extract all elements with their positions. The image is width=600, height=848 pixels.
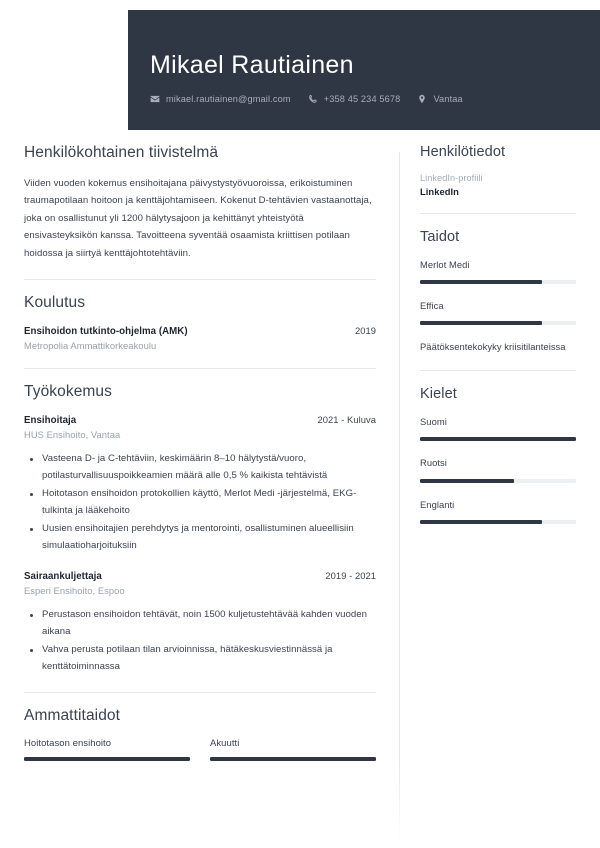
entry-bullet-list <box>24 451 376 554</box>
entry-date: 2019 <box>354 325 376 337</box>
language-bar-track <box>420 479 576 483</box>
section-title-skills: Taidot <box>420 229 460 245</box>
language-item <box>420 498 576 524</box>
entry-header <box>24 570 376 582</box>
skill-item <box>420 299 576 325</box>
section-skills <box>420 229 576 354</box>
proskill-item <box>24 738 190 761</box>
entry-bullet-list <box>24 607 376 675</box>
proskill-bar-track <box>210 757 376 761</box>
divider <box>24 279 376 280</box>
contact-phone[interactable] <box>308 94 401 104</box>
list-item: Hoitotason ensihoidon protokollien käyttö, Merlot Medi -järjestelmä, EKG-tulkinta ja lääkehoito <box>24 486 376 519</box>
section-title-education: Koulutus <box>24 294 86 312</box>
entry-subtitle: Metropolia Ammattikorkeakoulu <box>24 340 157 352</box>
entry-subtitle: HUS Ensihoito, Vantaa <box>24 429 121 441</box>
list-item: Uusien ensihoitajien perehdytys ja mentorointi, osallistuminen alueellisiin simulaatioharjoituksiin <box>24 521 376 554</box>
experience-entry <box>24 414 376 554</box>
skill-item <box>420 258 576 284</box>
entry-header <box>24 414 376 426</box>
envelope-icon <box>150 94 160 104</box>
skill-label: Merlot Medi <box>420 259 470 270</box>
list-item: Perustason ensihoidon tehtävät, noin 1500 kuljetustehtävää kahden vuoden aikana <box>24 607 376 640</box>
main-column <box>24 144 376 761</box>
skill-item <box>420 340 576 354</box>
contact-location-text: Vantaa <box>433 93 463 104</box>
skill-label: Effica <box>420 300 444 312</box>
proskill-item <box>210 738 376 761</box>
detail-item <box>420 173 576 197</box>
language-item <box>420 415 576 441</box>
skill-bar-fill <box>420 280 542 284</box>
section-title-languages: Kielet <box>420 386 457 403</box>
divider <box>24 692 376 693</box>
resume-header <box>128 10 600 130</box>
entry-title: Ensihoitaja <box>24 415 77 427</box>
detail-label: LinkedIn-profiili <box>420 173 483 183</box>
section-experience <box>24 383 376 675</box>
divider <box>420 370 576 371</box>
language-item <box>420 456 576 482</box>
education-entry <box>24 325 376 351</box>
section-title-summary: Henkilökohtainen tiivistelmä <box>24 144 219 161</box>
contact-phone-text: +358 45 234 5678 <box>323 93 401 104</box>
section-languages <box>420 386 576 523</box>
proskill-bar-track <box>24 757 190 761</box>
language-bar-fill <box>420 479 514 483</box>
section-professional-skills <box>24 707 376 761</box>
phone-icon <box>308 94 318 104</box>
detail-value[interactable]: LinkedIn <box>420 186 459 197</box>
contact-location[interactable] <box>417 94 462 104</box>
page-title: Mikael Rautiainen <box>150 51 354 79</box>
entry-date: 2019 - 2021 <box>325 570 376 582</box>
language-label: Suomi <box>420 416 447 428</box>
spacer <box>24 556 376 570</box>
skill-bar-track <box>420 280 576 284</box>
proskill-grid <box>24 738 376 761</box>
proskill-bar-fill <box>210 757 376 761</box>
divider <box>420 213 576 214</box>
section-title-experience: Työkokemus <box>24 383 113 401</box>
language-label: Englanti <box>420 498 455 510</box>
language-bar-fill <box>420 437 576 441</box>
sidebar-column <box>420 144 576 524</box>
skill-bar-track <box>420 321 576 325</box>
summary-text: Viiden vuoden kokemus ensihoitajana päivystystyövuoroissa, erikoistuminen traumapotilaan hoitoon ja kenttäjohtamiseen. Kokenut D-tehtävien vastaanottaja, joka on osallistunut yli 1200 hälytysajoon ja kehittänyt yhteistyötä ensivasteyksikön kanssa. Tavoitteena syventää osaamista kriittisen potilaan hoidossa ja siirtyä kenttäjohtotehtäviin. <box>24 178 372 259</box>
entry-title: Sairaankuljettaja <box>24 571 102 583</box>
divider <box>24 368 376 369</box>
contact-row <box>150 94 600 104</box>
section-education <box>24 294 376 351</box>
skill-bar-fill <box>420 321 542 325</box>
entry-subtitle: Esperi Ensihoito, Espoo <box>24 585 125 597</box>
skill-label: Päätöksentekokyky kriisitilanteissa <box>420 341 566 353</box>
language-label: Ruotsi <box>420 457 447 469</box>
location-pin-icon <box>417 94 427 104</box>
proskill-bar-fill <box>24 757 190 761</box>
entry-title: Ensihoidon tutkinto-ohjelma (AMK) <box>24 326 188 338</box>
list-item: Vasteena D- ja C-tehtäviin, keskimäärin 8–10 hälytystä/vuoro, potilasturvallisuuspoikkeamien määrä alle 0,5 % kaikista tehtävistä <box>24 451 376 484</box>
section-title-details: Henkilötiedot <box>420 144 506 160</box>
list-item: Vahva perusta potilaan tilan arvioinnissa, hätäkeskusviestinnässä ja kenttätoiminnassa <box>24 642 376 675</box>
proskill-label: Akuutti <box>210 738 240 750</box>
entry-header <box>24 325 376 337</box>
section-personal-details <box>420 144 576 197</box>
section-summary <box>24 144 376 262</box>
entry-date: 2021 - Kuluva <box>317 414 376 426</box>
language-bar-track <box>420 437 576 441</box>
section-title-proskills: Ammattitaidot <box>24 707 121 725</box>
column-divider <box>399 152 400 842</box>
language-bar-fill <box>420 520 542 524</box>
language-bar-track <box>420 520 576 524</box>
contact-email-text: mikael.rautiainen@gmail.com <box>166 93 291 104</box>
proskill-label: Hoitotason ensihoito <box>24 738 112 750</box>
experience-entry <box>24 570 376 675</box>
contact-email[interactable] <box>150 94 291 104</box>
